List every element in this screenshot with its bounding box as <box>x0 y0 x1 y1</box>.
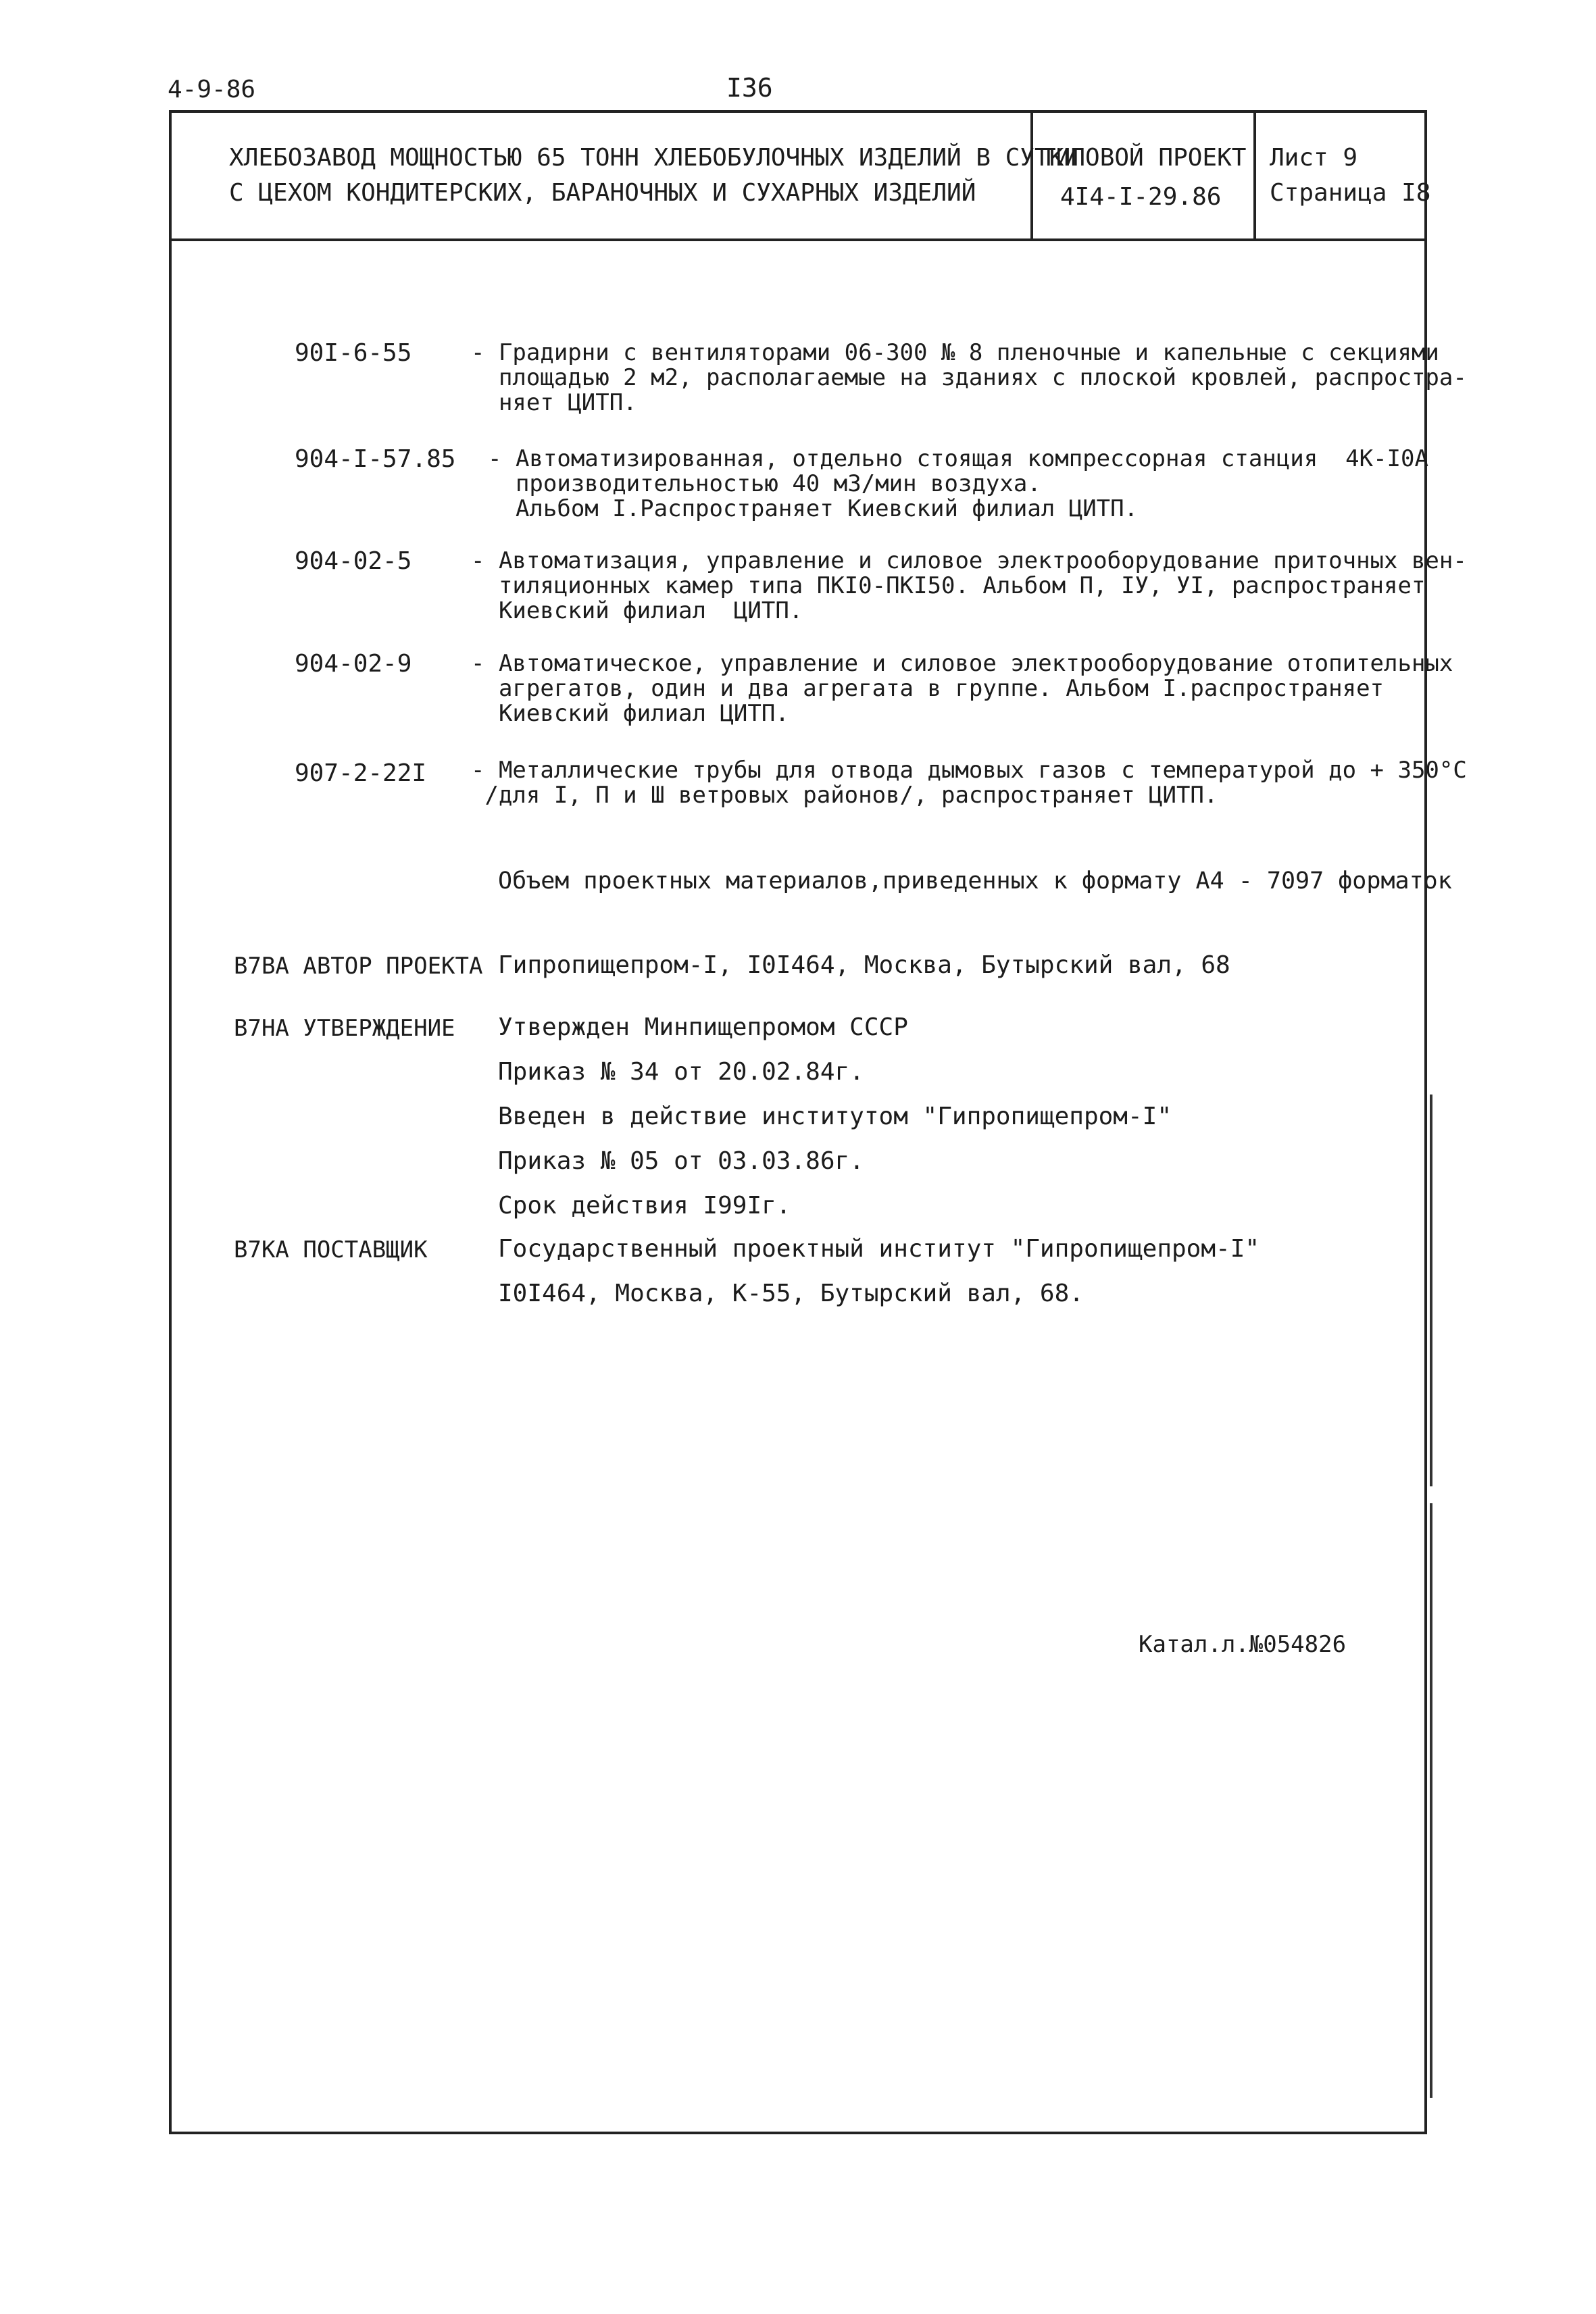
document-code: 4-9-86 <box>168 76 256 103</box>
author-value: Гипропищепром-I, I0I464, Москва, Бутырский вал, 68 <box>498 951 1230 979</box>
entry-code: 904-I-57.85 <box>295 445 456 473</box>
volume-note: Объем проектных материалов,приведенных к формату А4 - 7097 форматок <box>498 867 1452 895</box>
title-line-1: ХЛЕБОЗАВОД МОЩНОСТЬЮ 65 ТОНН ХЛЕБОБУЛОЧНЫХ ИЗДЕЛИЙ В СУТКИ <box>229 144 1079 172</box>
title-cell <box>172 113 1079 238</box>
project-label: ТИПОВОЙ ПРОЕКТ <box>1041 144 1247 172</box>
entry-code: 904-02-5 <box>295 547 412 575</box>
page-label: Страница I8 <box>1270 179 1431 207</box>
project-cell <box>1033 113 1256 238</box>
sheet-number: Лист 9 <box>1270 144 1358 172</box>
catalog-number: Катал.л.№054826 <box>1139 1631 1347 1658</box>
sheet-frame <box>169 110 1467 2134</box>
project-number: 4I4-I-29.86 <box>1060 183 1222 211</box>
entry-description: - Градирни с вентиляторами 06-300 № 8 пленочные и капельные с секциями площадью 2 м2, располагаемые на зданиях с плоской кровлей, распростра- няет ЦИТП. <box>471 339 1467 416</box>
approval-line: Приказ № 05 от 03.03.86г. <box>498 1147 864 1175</box>
author-label: В7ВА АВТОР ПРОЕКТА <box>234 953 483 980</box>
title-block <box>172 113 1431 241</box>
entry-description: - Автоматизация, управление и силовое электрооборудование приточных вен- тиляционных камер типа ПКI0-ПКI50. Альбом П, IУ, УI, распространяет Киевский филиал ЦИТП. <box>471 547 1467 624</box>
sheet-cell <box>1256 113 1431 238</box>
entry-code: 907-2-22I <box>295 759 427 787</box>
entry-description: - Автоматическое, управление и силовое электрооборудование отопительных агрегатов, один и два агрегата в группе. Альбом I.распространяет Киевский филиал ЦИТП. <box>471 650 1453 727</box>
supplier-line: Государственный проектный институт "Гипропищепром-I" <box>498 1235 1260 1263</box>
entry-code: 90I-6-55 <box>295 339 412 367</box>
margin-mark <box>1430 1095 1432 1486</box>
page-number: I36 <box>726 73 773 103</box>
approval-label: В7НА УТВЕРЖДЕНИЕ <box>234 1015 455 1042</box>
approval-line: Приказ № 34 от 20.02.84г. <box>498 1058 864 1086</box>
approval-line: Утвержден Минпищепромом СССР <box>498 1013 908 1041</box>
entry-description: - Металлические трубы для отвода дымовых газов с температурой до + 350°С /для I, П и Ш ветровых районов/, распространяет ЦИТП. <box>471 757 1467 809</box>
supplier-line: I0I464, Москва, К-55, Бутырский вал, 68. <box>498 1280 1084 1307</box>
margin-mark <box>1430 1503 1432 2098</box>
supplier-label: В7КА ПОСТАВЩИК <box>234 1236 428 1263</box>
title-line-2: С ЦЕХОМ КОНДИТЕРСКИХ, БАРАНОЧНЫХ И СУХАРНЫХ ИЗДЕЛИЙ <box>229 179 976 207</box>
entry-description: - Автоматизированная, отдельно стоящая компрессорная станция 4К-I0А производительностью 40 м3/мин воздуха. Альбом I.Распространяет Киевский филиал ЦИТП. <box>488 445 1428 522</box>
approval-line: Введен в действие институтом "Гипропищепром-I" <box>498 1103 1172 1130</box>
entry-code: 904-02-9 <box>295 650 412 678</box>
approval-line: Срок действия I99Iг. <box>498 1192 791 1219</box>
